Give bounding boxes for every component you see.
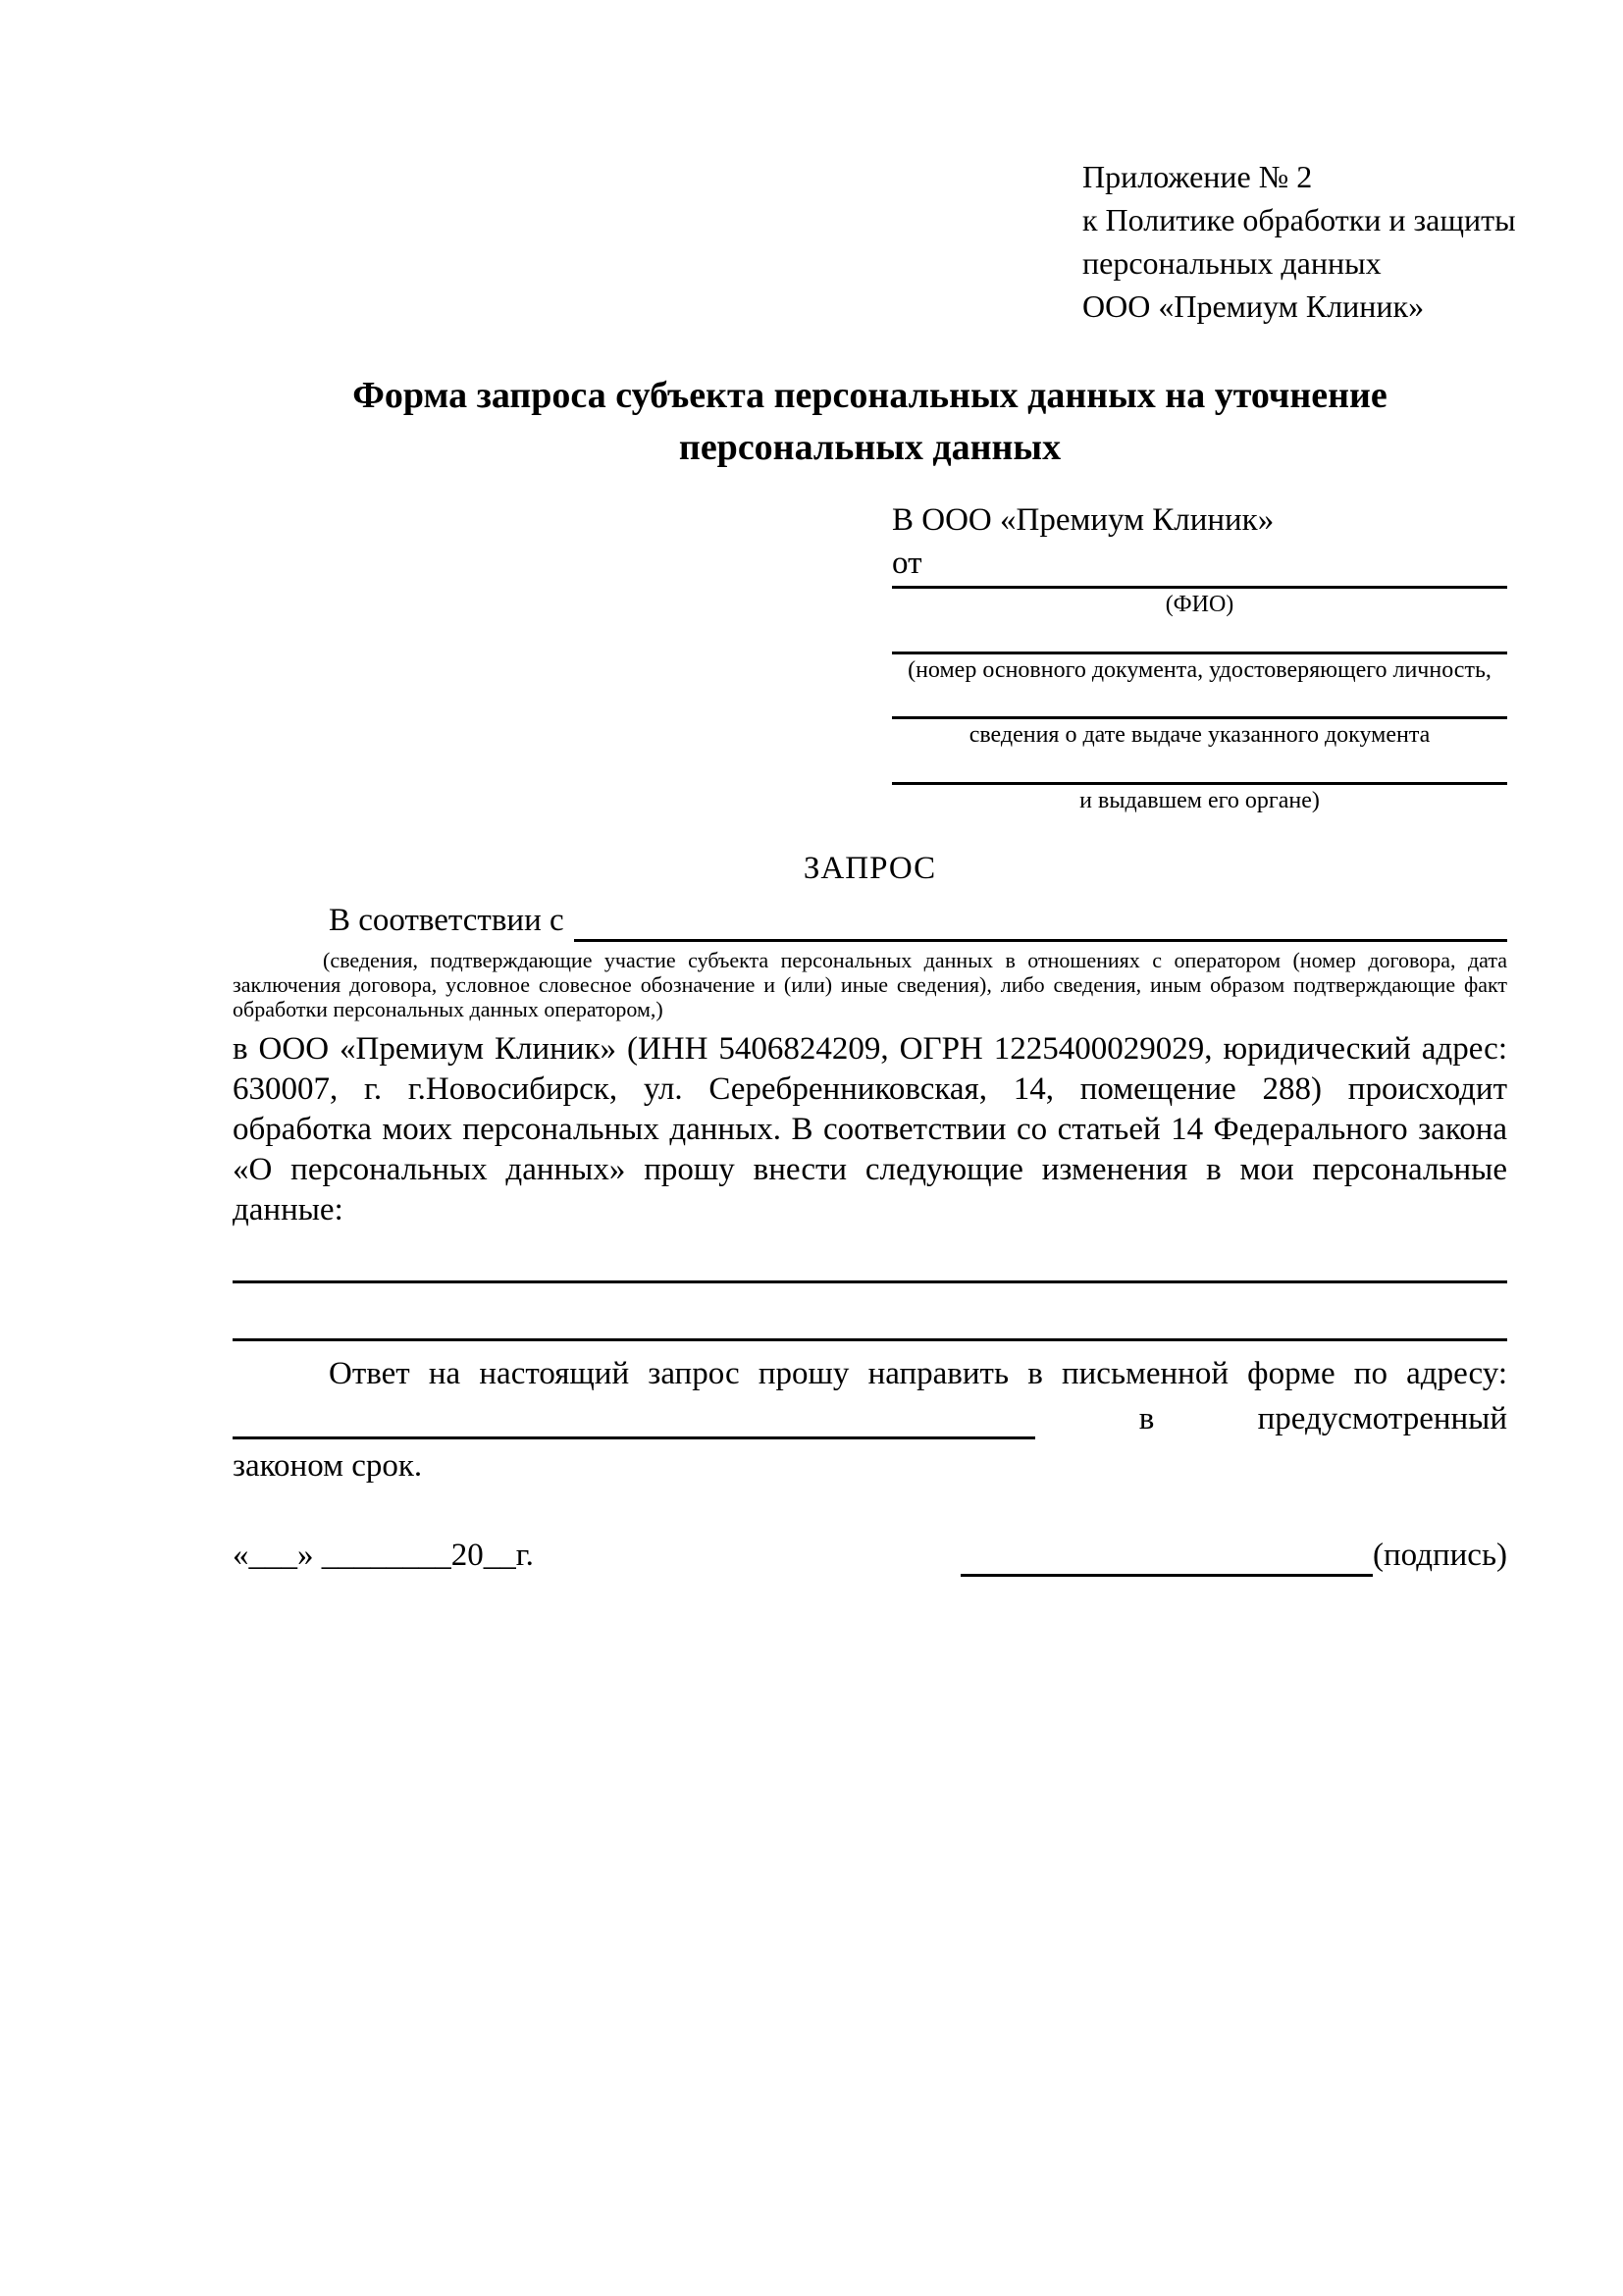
appendix-line-1: Приложение № 2 <box>1082 159 1313 194</box>
issuing-authority-blank-line <box>892 782 1507 815</box>
reply-paragraph <box>233 1353 1507 1487</box>
changes-blank-line-1 <box>233 1280 1507 1283</box>
intro-row <box>233 900 1507 942</box>
changes-blank-line-2 <box>233 1338 1507 1341</box>
signature-caption: (подпись) <box>1373 1538 1507 1574</box>
appendix-line-2: к Политике обработки и защиты <box>1082 202 1516 238</box>
address-blank-line <box>233 1404 1035 1439</box>
addressee-to: В ООО «Премиум Клиник» <box>892 502 1275 538</box>
issuing-authority-caption: и выдавшем его органе) <box>1079 788 1320 814</box>
reply-term: законом срок. <box>233 1448 423 1485</box>
request-heading: ЗАПРОС <box>803 850 937 886</box>
intro-blank-line <box>574 905 1507 942</box>
form-title: Форма запроса субъекта персональных данных на уточнение персональных данных <box>352 374 1387 468</box>
reply-instruction: Ответ на настоящий запрос прошу направить в письменной форме по адресу: <box>329 1356 1507 1392</box>
issue-date-caption: сведения о дате выдаче указанного документа <box>969 722 1431 749</box>
document-number-blank-line <box>892 652 1507 685</box>
addressee-block <box>892 499 1507 815</box>
fio-caption: (ФИО) <box>1165 591 1234 617</box>
appendix-line-4: ООО «Премиум Клиник» <box>1082 288 1425 325</box>
appendix-line-3: персональных данных <box>1082 245 1382 282</box>
document-number-caption: (номер основного документа, удостоверяющего личность, <box>908 656 1492 683</box>
appendix-note <box>1082 155 1516 329</box>
reply-word-predusmotrennyy: предусмотренный <box>1257 1401 1507 1437</box>
request-body: в ООО «Премиум Клиник» (ИНН 5406824209, ОГРН 1225400029029, юридический адрес: 630007, г. г.Новосибирск, ул. Серебренниковская, 14, помещение 288) происходит обработка моих персональных данных. В соответствии со статьей 14 Федерального закона «О персональных данных» прошу внести следующие изменения в мои персональные данные: <box>233 1030 1507 1227</box>
issue-date-blank-line <box>892 716 1507 750</box>
reply-word-v: в <box>1138 1401 1155 1437</box>
signature-blank-line <box>961 1541 1373 1577</box>
signature-area <box>961 1535 1507 1577</box>
intro-prefix: В соответствии с <box>329 902 564 938</box>
addressee-from: от <box>892 545 922 581</box>
footer-row <box>233 1535 1507 1577</box>
fio-blank-line <box>892 586 1507 619</box>
reply-address-row <box>233 1399 1507 1439</box>
date-blank: «___» ________20__г. <box>233 1538 534 1574</box>
fine-print-note: (сведения, подтверждающие участие субъекта персональных данных в отношениях с оператором (номер договора, дата заключения договора, условное словесное обозначение и (или) иные сведения), либо сведения, иным образом подтверждающие факт обработки персональных данных оператором,) <box>233 947 1507 1021</box>
